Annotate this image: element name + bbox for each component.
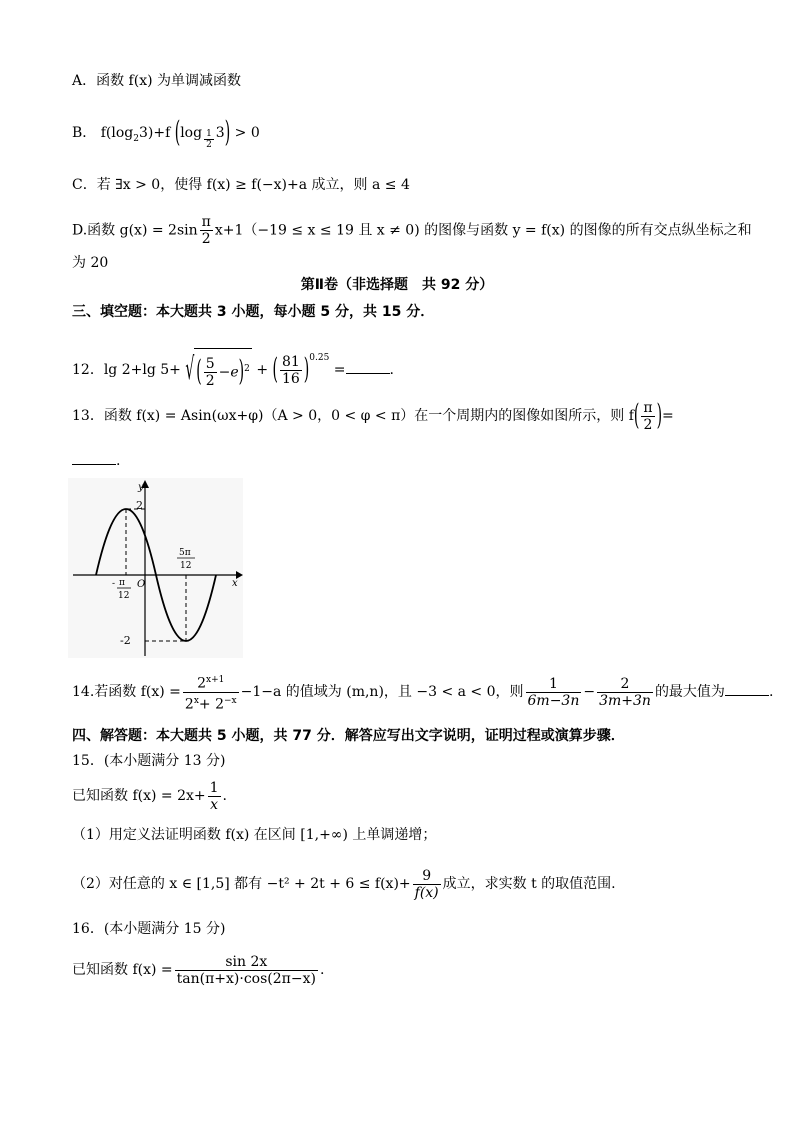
- q15-part1: （1）用定义法证明函数 f(x) 在区间 [1,+∞) 上单调递增；: [72, 827, 437, 843]
- right-paren: ): [224, 116, 231, 150]
- q13-answer-line: [72, 452, 120, 470]
- left-tick-num: π: [119, 578, 125, 588]
- q16-title: 16．(本小题满分 15 分): [72, 921, 226, 937]
- section2-title: 第Ⅱ卷（非选择题 共 92 分）: [300, 277, 494, 293]
- q14-suffix: 的最大值为: [654, 684, 725, 701]
- right-paren: ): [656, 399, 663, 433]
- q12-prefix: 12．lg 2+lg 5+: [72, 362, 181, 378]
- graph-background: [68, 478, 243, 658]
- choice-b: [72, 116, 260, 150]
- section3-title: 三、填空题：本大题共 3 小题，每小题 5 分，共 15 分．: [72, 304, 435, 320]
- choice-b-arg: 3: [215, 125, 225, 141]
- choice-a: A．函数 f(x) 为单调减函数: [72, 73, 242, 89]
- right-tick-den: 12: [180, 561, 192, 571]
- choice-b-log: log: [180, 125, 203, 141]
- question-12: [72, 338, 394, 392]
- answer-blank: [72, 452, 116, 465]
- q15-part2: （2）对任意的 x ∈ [1,5] 都有 −t² + 2t + 6 ≤ f(x)+ $\frac{9}{f(x)}$ 成立，求实数 t 的取值范围.: [72, 867, 616, 901]
- choice-b-prefix: B． f(log: [72, 125, 134, 141]
- choice-d-frac: $\frac{\pi}{2}$: [201, 214, 211, 247]
- q16-frac: $\frac{\sin 2x}{\tan(\pi+x)\cdot\cos(2\pi-x)}$: [176, 953, 316, 987]
- q14-frac-main: $\frac{2^{x+1}}{2^x+ 2^{-x}}$: [183, 672, 239, 712]
- choice-b-mid: 3)+f: [138, 125, 171, 141]
- choice-c: C．若 ∃x > 0，使得 f(x) ≥ f(−x)+a 成立，则 a ≤ 4: [72, 177, 410, 193]
- choice-d-line2: 为 20: [72, 255, 109, 271]
- left-paren: (: [272, 353, 278, 387]
- left-paren: (: [174, 116, 181, 150]
- sqrt-icon: √: [185, 352, 195, 388]
- q16-given: 已知函数 f(x) = $\frac{\sin 2x}{\tan(\pi+x)\cdot\cos(2\pi-x)}$ .: [72, 953, 325, 987]
- answer-blank: [346, 361, 390, 374]
- choice-d: [72, 214, 752, 247]
- choice-d-prefix: D.函数 g(x) = 2sin: [72, 222, 198, 239]
- choice-b-suffix: > 0: [234, 125, 260, 141]
- q12-equals: =: [333, 362, 346, 378]
- q15-given: 已知函数 f(x) = 2x+ $\frac{1}{x}$ .: [72, 779, 227, 813]
- y-axis-label: y: [138, 482, 144, 493]
- q14-frac-2: $\frac{1}{6m-3n}$: [527, 675, 580, 709]
- q15-frac: $\frac{1}{x}$: [209, 779, 219, 813]
- question-14: [72, 672, 773, 712]
- q14-frac-3: $\frac{2}{3m+3n}$: [599, 675, 651, 709]
- q14-end: .: [768, 684, 774, 701]
- q12-end: .: [389, 362, 394, 378]
- answer-blank: [725, 683, 769, 696]
- left-tick-sign: -: [112, 579, 116, 589]
- left-paren: (: [633, 399, 640, 433]
- left-tick-den: 12: [118, 591, 130, 601]
- q12-sqrt-body: ( $\frac{5}{2}$ −e)$^2$: [194, 348, 252, 393]
- q13-equals: =: [662, 408, 674, 424]
- q13-prefix: 13．函数 f(x) = Asin(ωx+φ)（A > 0，0 < φ < π）在一个周期内的图像如图所示，则 f: [72, 408, 634, 424]
- q13-end: .: [116, 453, 121, 469]
- sine-graph: [68, 478, 243, 658]
- q15-part2-frac: $\frac{9}{f(x)}$: [414, 867, 439, 901]
- right-paren: ): [303, 353, 310, 387]
- q14-minus: −: [583, 684, 596, 701]
- x-axis-label: x: [232, 578, 238, 589]
- y-max-label: 2: [136, 499, 143, 512]
- y-min-label: -2: [120, 634, 131, 647]
- choice-d-suffix: x+1（−19 ≤ x ≤ 19 且 x ≠ 0) 的图像与函数 y = f(x) 的图像的所有交点纵坐标之和: [214, 222, 752, 239]
- choice-b-log-base: $\frac{1}{2}$: [206, 129, 212, 150]
- q14-mid: −1−a 的值域为 (m,n)，且 −3 < a < 0，则: [240, 684, 524, 701]
- q14-prefix: 14.若函数 f(x) =: [72, 684, 181, 701]
- right-tick-num: 5π: [179, 548, 191, 558]
- q12-plus: +: [256, 362, 269, 378]
- q12-frac-81-16: $\frac{81}{16}$: [281, 353, 300, 387]
- choice-b-sub: 2: [133, 133, 139, 144]
- origin-label: O: [137, 579, 146, 590]
- question-13: [72, 396, 674, 436]
- q15-title: 15．(本小题满分 13 分): [72, 753, 226, 769]
- q12-exp2: 0.25: [309, 353, 330, 363]
- q13-frac: $\frac{\pi}{2}$: [643, 399, 653, 433]
- section4-title: 四、解答题：本大题共 5 小题，共 77 分．解答应写出文字说明，证明过程或演算步骤．: [72, 728, 625, 744]
